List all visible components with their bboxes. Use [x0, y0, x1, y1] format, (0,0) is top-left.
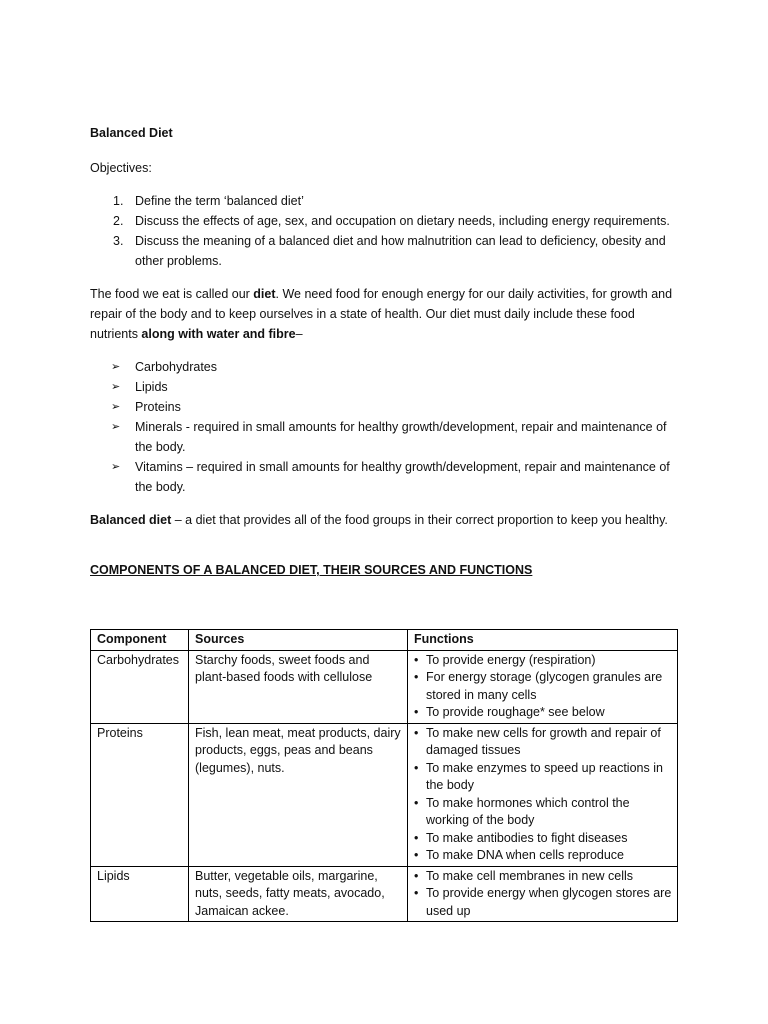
cell-component: Carbohydrates — [91, 650, 189, 723]
arrow-bullet-icon: ➢ — [111, 400, 121, 413]
arrow-bullet-icon: ➢ — [111, 360, 121, 373]
nutrient-text: Lipids — [135, 380, 168, 394]
cell-functions — [408, 650, 678, 723]
function-item: • To provide roughage* see below — [414, 704, 672, 722]
intro-bold-diet: diet — [253, 287, 276, 301]
objective-text: Discuss the effects of age, sex, and occupation on dietary needs, including energy requirements. — [135, 214, 670, 228]
nutrient-item — [90, 357, 680, 377]
nutrient-text: Minerals - required in small amounts for healthy growth/development, repair and maintenance of the body. — [135, 420, 667, 454]
table-header-row — [91, 630, 678, 651]
objectives-label: Objectives: — [90, 161, 152, 175]
objective-item — [90, 191, 680, 211]
nutrient-text: Carbohydrates — [135, 360, 217, 374]
arrow-bullet-icon: ➢ — [111, 420, 121, 433]
objective-number: 1. — [113, 194, 124, 208]
header-component: Component — [91, 630, 189, 651]
objective-number: 2. — [113, 214, 124, 228]
function-item: • To make cell membranes in new cells — [414, 868, 672, 886]
function-item: • To make antibodies to fight diseases — [414, 830, 672, 848]
definition-term: Balanced diet — [90, 513, 172, 527]
functions-list — [414, 652, 672, 722]
header-sources: Sources — [189, 630, 408, 651]
objective-text: Discuss the meaning of a balanced diet and how malnutrition can lead to deficiency, obesity and other problems. — [135, 234, 666, 268]
cell-sources: Fish, lean meat, meat products, dairy products, eggs, peas and beans (legumes), nuts. — [189, 723, 408, 866]
intro-text: – — [295, 327, 303, 341]
document-title: Balanced Diet — [90, 126, 173, 140]
function-item: • To make DNA when cells reproduce — [414, 847, 672, 865]
cell-functions — [408, 866, 678, 922]
function-item: • To make hormones which control the working of the body — [414, 795, 672, 830]
nutrient-text: Vitamins – required in small amounts for healthy growth/development, repair and maintenance of the body. — [135, 460, 670, 494]
function-item: • To provide energy (respiration) — [414, 652, 672, 670]
table-row — [91, 650, 678, 723]
cell-sources: Starchy foods, sweet foods and plant-based foods with cellulose — [189, 650, 408, 723]
cell-functions — [408, 723, 678, 866]
components-table — [90, 629, 678, 922]
objective-item — [90, 211, 680, 231]
objective-number: 3. — [113, 234, 124, 248]
intro-paragraph — [90, 284, 680, 344]
function-item: • For energy storage (glycogen granules are stored in many cells — [414, 669, 672, 704]
nutrient-item — [90, 397, 680, 417]
cell-component: Proteins — [91, 723, 189, 866]
intro-text: . We need food for enough energy for our daily activities, for growth and repair of the body and to keep ourselves in a state of health. Our diet must daily include these food nutrients — [90, 287, 673, 341]
objective-text: Define the term ‘balanced diet’ — [135, 194, 304, 208]
intro-bold-water-fibre: along with water and fibre — [141, 327, 296, 341]
definition-text: – a diet that provides all of the food groups in their correct proportion to keep you healthy. — [171, 513, 668, 527]
nutrient-text: Proteins — [135, 400, 181, 414]
functions-list — [414, 725, 672, 865]
components-heading: COMPONENTS OF A BALANCED DIET, THEIR SOURCES AND FUNCTIONS — [90, 563, 533, 577]
table-row — [91, 866, 678, 922]
intro-text: The food we eat is called our — [90, 287, 254, 301]
function-item: • To provide energy when glycogen stores are used up — [414, 885, 672, 920]
arrow-bullet-icon: ➢ — [111, 380, 121, 393]
cell-sources: Butter, vegetable oils, margarine, nuts, seeds, fatty meats, avocado, Jamaican ackee. — [189, 866, 408, 922]
cell-component: Lipids — [91, 866, 189, 922]
header-functions: Functions — [408, 630, 678, 651]
nutrient-item — [90, 377, 680, 397]
function-item: • To make new cells for growth and repair of damaged tissues — [414, 725, 672, 760]
objective-item — [90, 231, 680, 271]
functions-list — [414, 868, 672, 921]
table-row — [91, 723, 678, 866]
nutrient-item — [90, 417, 680, 457]
nutrient-item — [90, 457, 680, 497]
arrow-bullet-icon: ➢ — [111, 460, 121, 473]
balanced-diet-definition — [90, 510, 680, 530]
nutrients-list — [90, 357, 680, 497]
objectives-list — [90, 191, 680, 271]
function-item: • To make enzymes to speed up reactions in the body — [414, 760, 672, 795]
